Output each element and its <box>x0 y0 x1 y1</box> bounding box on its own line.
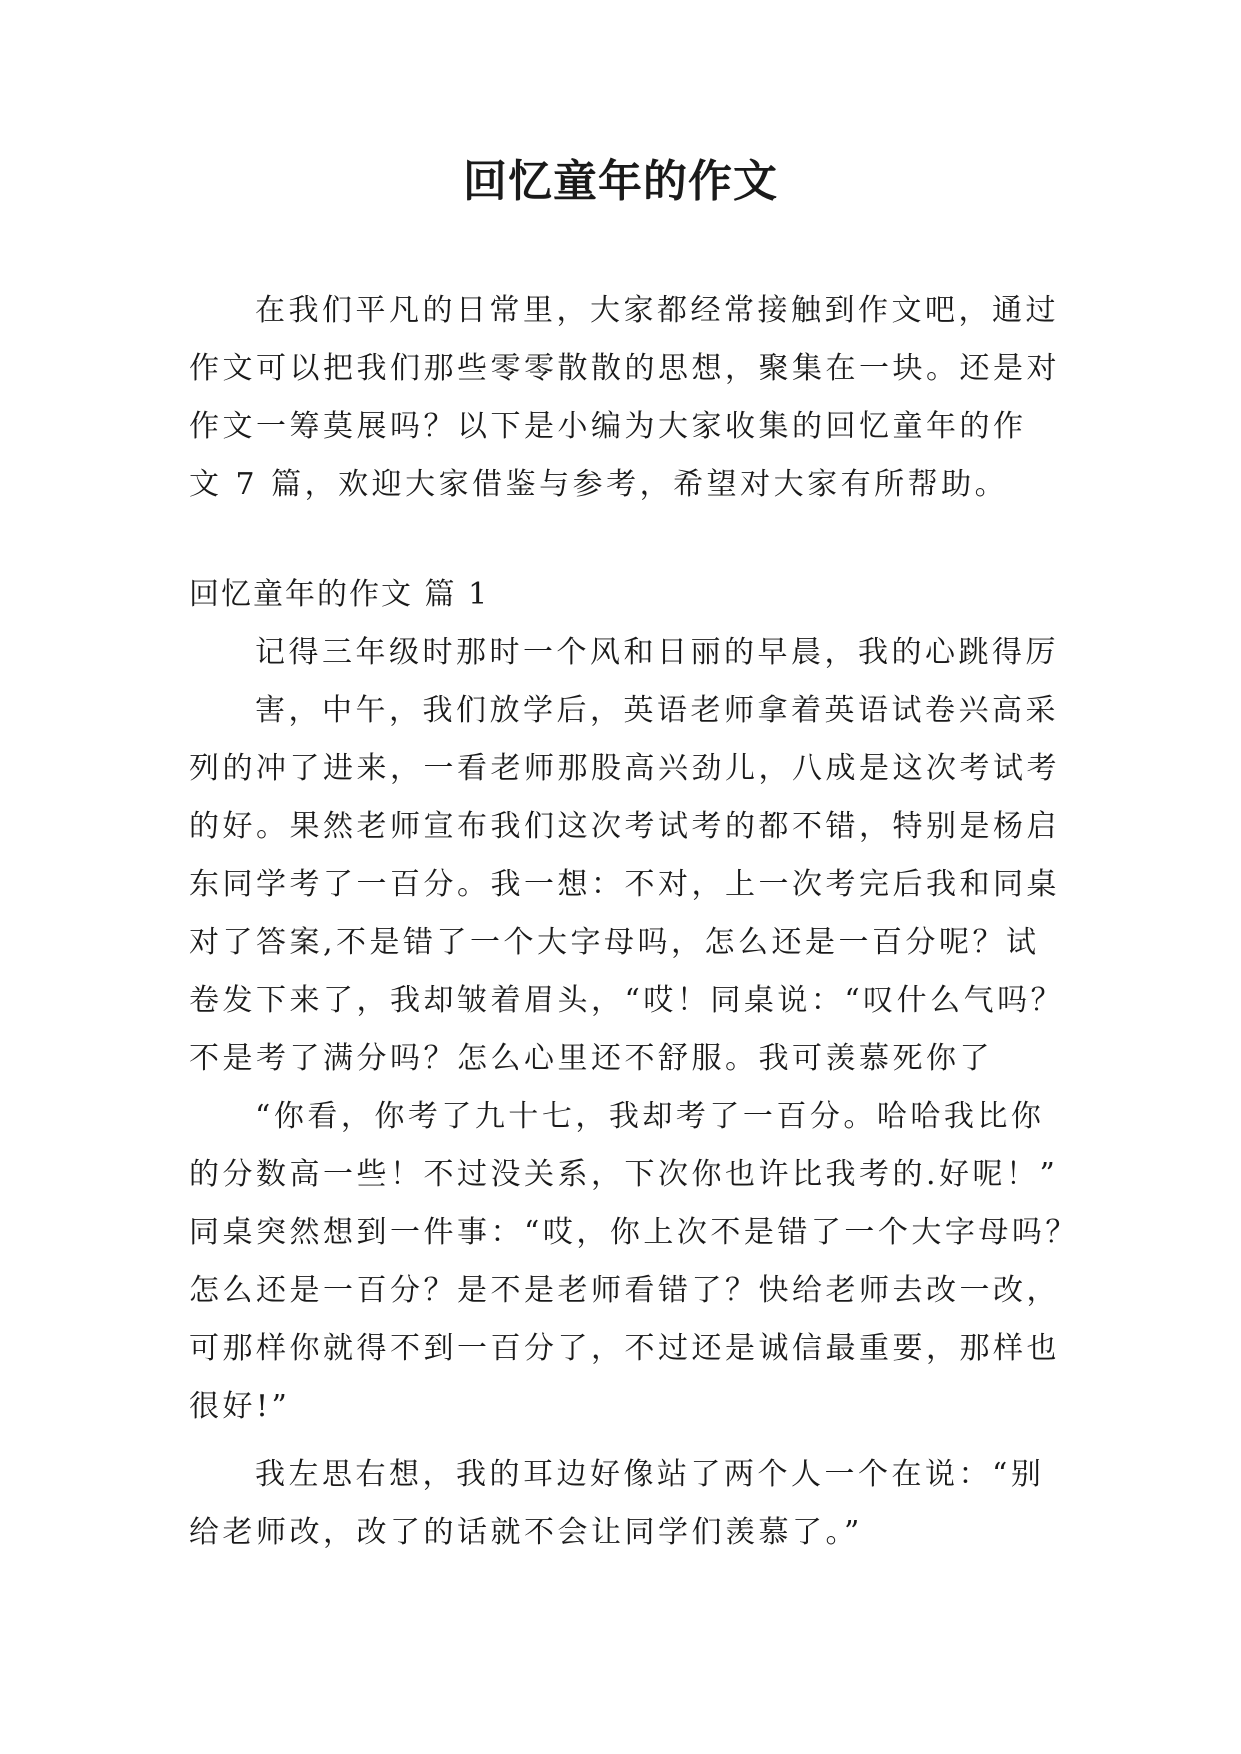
body-line: 怎么还是一百分？是不是老师看错了？快给老师去改一改， <box>189 1273 1060 1308</box>
body-line: 的好。果然老师宣布我们这次考试考的都不错，特别是杨启 <box>189 809 1060 844</box>
section-heading: 回忆童年的作文 篇 1 <box>189 577 490 612</box>
intro-line: 在我们平凡的日常里，大家都经常接触到作文吧，通过 <box>255 293 1059 328</box>
body-line: 东同学考了一百分。我一想：不对，上一次考完后我和同桌 <box>189 867 1060 902</box>
body-line: 的分数高一些！不过没关系，下次你也许比我考的.好呢！” <box>189 1157 1059 1192</box>
body-line: 列的冲了进来，一看老师那股高兴劲儿，八成是这次考试考 <box>189 751 1060 786</box>
body-line: 害，中午，我们放学后，英语老师拿着英语试卷兴高采 <box>255 693 1059 728</box>
body-line: 卷发下来了，我却皱着眉头，“哎！同桌说：“叹什么气吗？ <box>189 983 1065 1018</box>
body-line: 同桌突然想到一件事：“哎，你上次不是错了一个大字母吗？ <box>189 1215 1079 1250</box>
body-line: 不是考了满分吗？怎么心里还不舒服。我可羡慕死你了 <box>189 1041 993 1076</box>
body-line: 对了答案,不是错了一个大字母吗，怎么还是一百分呢？试 <box>189 925 1040 960</box>
intro-line: 文 7 篇，欢迎大家借鉴与参考，希望对大家有所帮助。 <box>189 467 1009 502</box>
body-line: “你看，你考了九十七，我却考了一百分。哈哈我比你 <box>255 1099 1045 1134</box>
body-line: 很好!” <box>189 1389 291 1424</box>
body-line: 我左思右想，我的耳边好像站了两个人一个在说：“别 <box>255 1457 1045 1492</box>
body-line: 可那样你就得不到一百分了，不过还是诚信最重要，那样也 <box>189 1331 1060 1366</box>
body-line: 给老师改，改了的话就不会让同学们羡慕了。” <box>189 1515 863 1550</box>
document-title: 回忆童年的作文 <box>463 156 778 207</box>
intro-line: 作文一筹莫展吗？以下是小编为大家收集的回忆童年的作 <box>189 409 1027 444</box>
intro-line: 作文可以把我们那些零零散散的思想，聚集在一块。还是对 <box>189 351 1060 386</box>
body-line: 记得三年级时那时一个风和日丽的早晨，我的心跳得厉 <box>255 635 1059 670</box>
